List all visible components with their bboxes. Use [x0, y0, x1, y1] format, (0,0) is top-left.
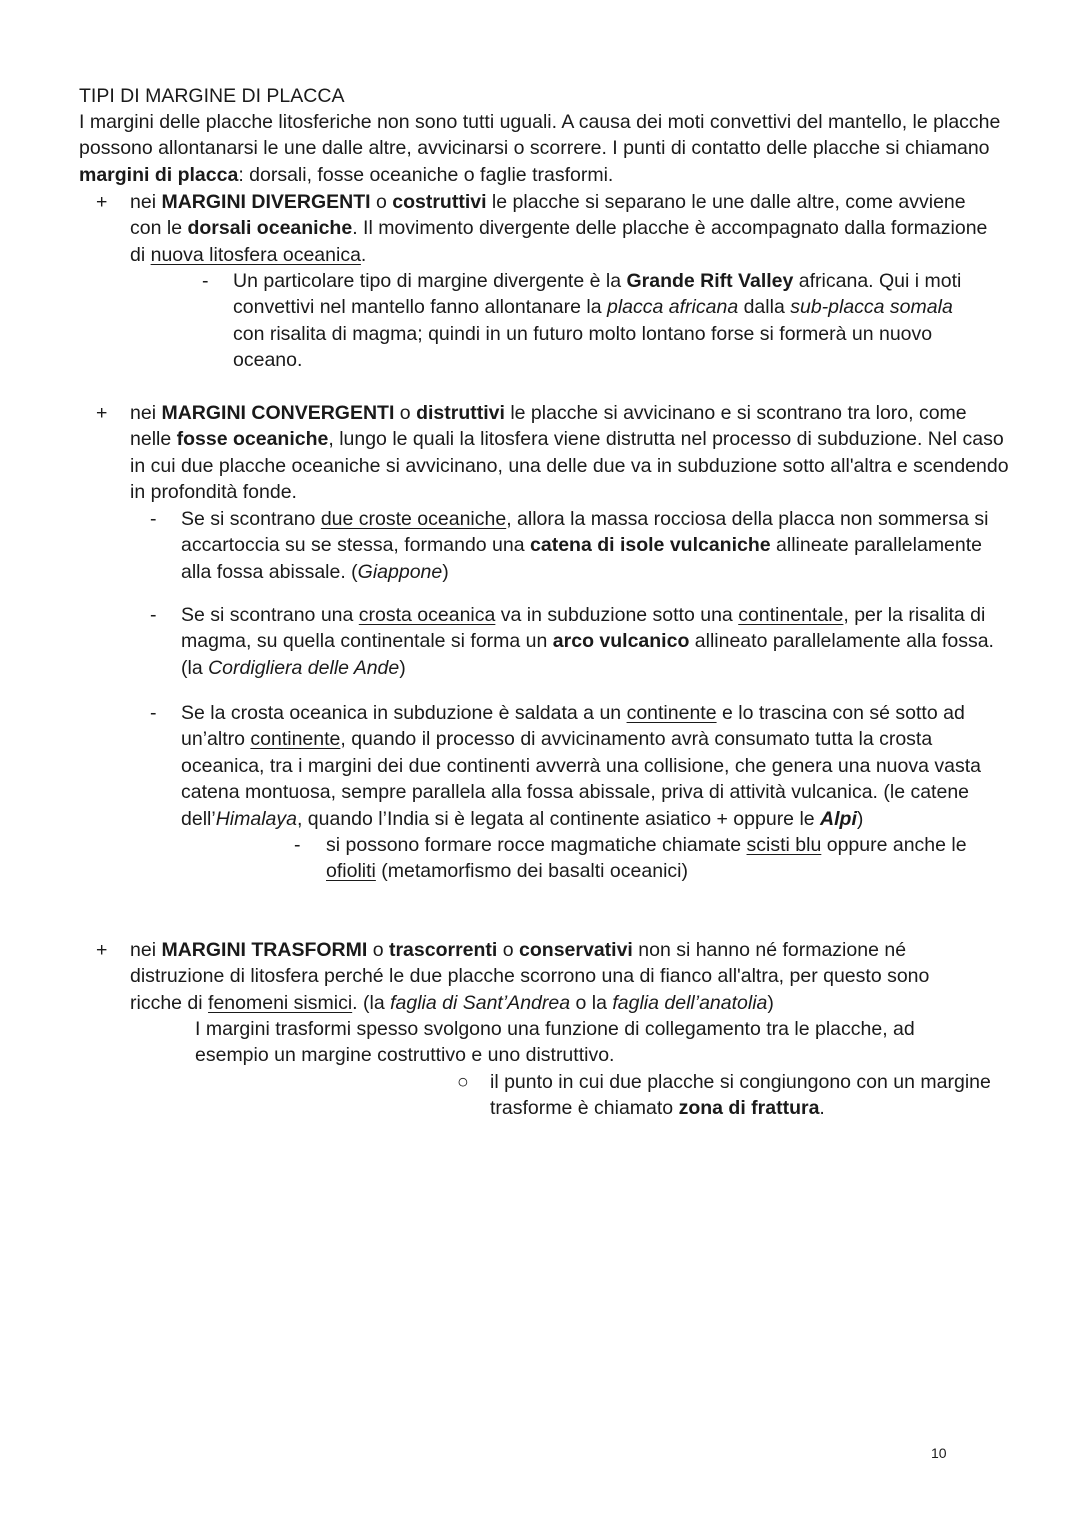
plus-bullet: + — [96, 191, 108, 213]
divergent-margins-item: nei MARGINI DIVERGENTI o costruttivi le placche si separano le une dalle altre, come avviene con le dorsali oceaniche. Il movimento divergente delle placche è accompagnato dalla formazione di nuova litosfera oceanica. — [130, 191, 988, 266]
transform-margins-item: nei MARGINI TRASFORMI o trascorrenti o conservativi non si hanno né formazione né distruzione di litosfera perché le due placche scorrono una di fianco all'altra, per questo sono ricche di fenomeni sismici. (la faglia di Sant’Andrea o la faglia dell’anatolia) — [130, 939, 930, 1014]
dash-bullet: - — [150, 702, 157, 724]
convergent-margins-item: nei MARGINI CONVERGENTI o distruttivi le placche si avvicinano e si scontrano tra loro, come nelle fosse oceaniche, lungo le quali la litosfera viene distrutta nel processo di subduzione. Nel caso in cui due placche oceaniche si avvicinano, una delle due va in subduzione sotto all'altra e scendendo in profondità fonde. — [130, 402, 1009, 504]
circle-bullet: ○ — [457, 1071, 469, 1093]
intro-paragraph: I margini delle placche litosferiche non sono tutti uguali. A causa dei moti convettivi del mantello, le placche possono allontanarsi le une dalle altre, avvicinarsi o scorrere. I punti di contatto delle placche si chiamano margini di placca: dorsali, fosse oceaniche o faglie trasformi. — [79, 111, 1001, 186]
plus-bullet: + — [96, 402, 108, 424]
fracture-zone-subitem: il punto in cui due placche si congiungono con un margine trasforme è chiamato zona di frattura. — [490, 1071, 991, 1120]
dash-bullet: - — [294, 834, 301, 856]
dash-bullet: - — [150, 508, 157, 530]
plus-bullet: + — [96, 939, 108, 961]
transform-note: I margini trasformi spesso svolgono una funzione di collegamento tra le placche, ad esempio un margine costruttivo e uno distruttivo. — [195, 1018, 915, 1067]
oceanic-continental-subitem: Se si scontrano una crosta oceanica va in subduzione sotto una continentale, per la risalita di magma, su quella continentale si forma un arco vulcanico allineato parallelamente alla fossa. (la Cordigliera delle Ande) — [181, 604, 994, 679]
dash-bullet: - — [202, 270, 209, 292]
page-title: TIPI DI MARGINE DI PLACCA — [79, 85, 345, 107]
page-number: 10 — [931, 1445, 947, 1461]
dash-bullet: - — [150, 604, 157, 626]
rift-valley-subitem: Un particolare tipo di margine divergente è la Grande Rift Valley africana. Qui i moti convettivi nel mantello fanno allontanare la placca africana dalla sub-placca somala con risalita di magma; quindi in un futuro molto lontano forse si formerà un nuovo oceano. — [233, 270, 962, 372]
continental-collision-subitem: Se la crosta oceanica in subduzione è saldata a un continente e lo trascina con sé sotto ad un’altro continente, quando il processo di avvicinamento avrà consumato tutta la crosta oceanica, tra i margini dei due continenti avverrà una collisione, che genera una nuova vasta catena montuosa, sempre parallela alla fossa abissale, priva di attività vulcanica. (le catene dell’Himalaya, quando l’India si è legata al continente asiatico + oppure le Alpi) — [181, 702, 981, 830]
metamorphic-rocks-subitem: si possono formare rocce magmatiche chiamate scisti blu oppure anche le ofioliti (metamorfismo dei basalti oceanici) — [326, 834, 967, 883]
oceanic-oceanic-subitem: Se si scontrano due croste oceaniche, allora la massa rocciosa della placca non sommersa si accartoccia su se stessa, formando una catena di isole vulcaniche allineate parallelamente alla fossa abissale. (Giappone) — [181, 508, 989, 583]
